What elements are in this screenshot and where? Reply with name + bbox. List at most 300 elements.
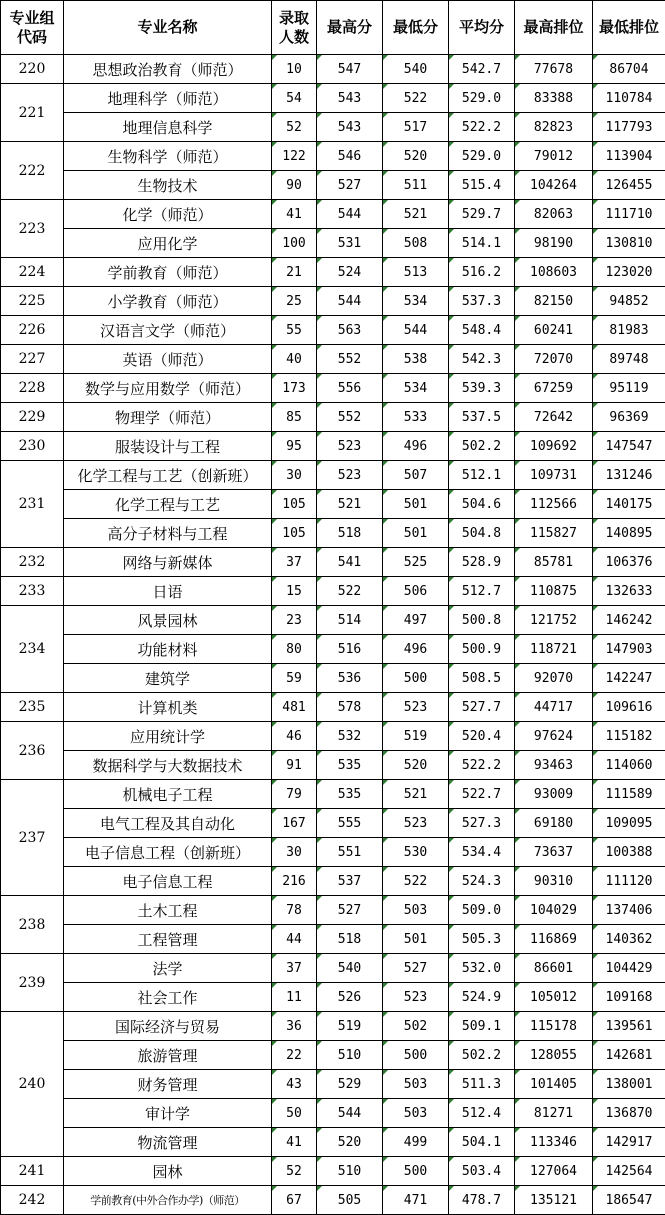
table-row (1, 635, 665, 664)
max-score-cell: 546 (317, 142, 383, 171)
highest-rank-cell: 116869 (515, 925, 593, 954)
avg-score-cell: 529.0 (449, 142, 515, 171)
max-score-cell: 540 (317, 954, 383, 983)
avg-score-cell: 502.2 (449, 1041, 515, 1070)
major-name-cell: 化学工程与工艺 (64, 490, 272, 519)
count-cell: 41 (272, 1128, 317, 1157)
header-max: 最高分 (317, 1, 383, 55)
avg-score-cell: 529.0 (449, 84, 515, 113)
min-score-cell: 534 (383, 374, 449, 403)
table-row (1, 722, 665, 751)
avg-score-cell: 509.1 (449, 1012, 515, 1041)
count-cell: 44 (272, 925, 317, 954)
table-row (1, 55, 665, 84)
avg-score-cell: 503.4 (449, 1157, 515, 1186)
min-score-cell: 522 (383, 867, 449, 896)
lowest-rank-cell: 100388 (593, 838, 665, 867)
table-row (1, 229, 665, 258)
header-row (1, 1, 665, 55)
avg-score-cell: 505.3 (449, 925, 515, 954)
major-name-cell: 电子信息工程（创新班） (64, 838, 272, 867)
count-cell: 10 (272, 55, 317, 84)
group-code-cell: 230 (1, 432, 64, 461)
count-cell: 173 (272, 374, 317, 403)
highest-rank-cell: 44717 (515, 693, 593, 722)
major-name-cell: 学前教育（师范） (64, 258, 272, 287)
count-cell: 79 (272, 780, 317, 809)
lowest-rank-cell: 111710 (593, 200, 665, 229)
avg-score-cell: 528.9 (449, 548, 515, 577)
count-cell: 15 (272, 577, 317, 606)
table-row (1, 142, 665, 171)
table-row (1, 548, 665, 577)
max-score-cell: 537 (317, 867, 383, 896)
avg-score-cell: 522.2 (449, 751, 515, 780)
max-score-cell: 510 (317, 1041, 383, 1070)
major-name-cell: 化学工程与工艺（创新班） (64, 461, 272, 490)
table-row (1, 867, 665, 896)
table-row (1, 1012, 665, 1041)
lowest-rank-cell: 104429 (593, 954, 665, 983)
min-score-cell: 513 (383, 258, 449, 287)
count-cell: 11 (272, 983, 317, 1012)
min-score-cell: 520 (383, 142, 449, 171)
table-row (1, 287, 665, 316)
table-row (1, 1186, 665, 1215)
table-row (1, 577, 665, 606)
lowest-rank-cell: 111120 (593, 867, 665, 896)
lowest-rank-cell: 142247 (593, 664, 665, 693)
major-name-cell: 生物技术 (64, 171, 272, 200)
highest-rank-cell: 77678 (515, 55, 593, 84)
max-score-cell: 516 (317, 635, 383, 664)
table-row (1, 1128, 665, 1157)
group-code-cell: 234 (1, 606, 64, 693)
table-row (1, 200, 665, 229)
min-score-cell: 534 (383, 287, 449, 316)
lowest-rank-cell: 140175 (593, 490, 665, 519)
count-cell: 78 (272, 896, 317, 925)
count-cell: 90 (272, 171, 317, 200)
group-code-cell: 240 (1, 1012, 64, 1157)
table-row (1, 1070, 665, 1099)
major-name-cell: 法学 (64, 954, 272, 983)
lowest-rank-cell: 140895 (593, 519, 665, 548)
group-code-cell: 224 (1, 258, 64, 287)
group-code-cell: 228 (1, 374, 64, 403)
max-score-cell: 563 (317, 316, 383, 345)
major-name-cell: 国际经济与贸易 (64, 1012, 272, 1041)
avg-score-cell: 529.7 (449, 200, 515, 229)
table-body (1, 55, 665, 1215)
major-name-cell: 小学教育（师范） (64, 287, 272, 316)
max-score-cell: 523 (317, 432, 383, 461)
min-score-cell: 525 (383, 548, 449, 577)
major-name-cell: 土木工程 (64, 896, 272, 925)
table-row (1, 258, 665, 287)
group-code-cell: 236 (1, 722, 64, 780)
count-cell: 40 (272, 345, 317, 374)
count-cell: 95 (272, 432, 317, 461)
min-score-cell: 506 (383, 577, 449, 606)
max-score-cell: 523 (317, 461, 383, 490)
max-score-cell: 547 (317, 55, 383, 84)
table-row (1, 954, 665, 983)
table-row (1, 316, 665, 345)
group-code-cell: 229 (1, 403, 64, 432)
group-code-cell: 221 (1, 84, 64, 142)
table-row (1, 113, 665, 142)
major-name-cell: 生物科学（师范） (64, 142, 272, 171)
table-row (1, 84, 665, 113)
min-score-cell: 497 (383, 606, 449, 635)
max-score-cell: 551 (317, 838, 383, 867)
major-name-cell: 思想政治教育（师范） (64, 55, 272, 84)
highest-rank-cell: 81271 (515, 1099, 593, 1128)
min-score-cell: 519 (383, 722, 449, 751)
max-score-cell: 527 (317, 896, 383, 925)
min-score-cell: 540 (383, 55, 449, 84)
highest-rank-cell: 93463 (515, 751, 593, 780)
major-name-cell: 网络与新媒体 (64, 548, 272, 577)
avg-score-cell: 500.8 (449, 606, 515, 635)
major-name-cell: 高分子材料与工程 (64, 519, 272, 548)
avg-score-cell: 542.7 (449, 55, 515, 84)
min-score-cell: 508 (383, 229, 449, 258)
major-name-cell: 功能材料 (64, 635, 272, 664)
table-row (1, 490, 665, 519)
highest-rank-cell: 101405 (515, 1070, 593, 1099)
table-row (1, 925, 665, 954)
major-name-cell: 物流管理 (64, 1128, 272, 1157)
group-code-cell: 238 (1, 896, 64, 954)
count-cell: 25 (272, 287, 317, 316)
group-code-cell: 220 (1, 55, 64, 84)
max-score-cell: 505 (317, 1186, 383, 1215)
lowest-rank-cell: 138001 (593, 1070, 665, 1099)
lowest-rank-cell: 142681 (593, 1041, 665, 1070)
highest-rank-cell: 109731 (515, 461, 593, 490)
major-name-cell: 化学（师范） (64, 200, 272, 229)
lowest-rank-cell: 142564 (593, 1157, 665, 1186)
count-cell: 80 (272, 635, 317, 664)
avg-score-cell: 504.6 (449, 490, 515, 519)
avg-score-cell: 522.7 (449, 780, 515, 809)
count-cell: 167 (272, 809, 317, 838)
max-score-cell: 544 (317, 1099, 383, 1128)
highest-rank-cell: 127064 (515, 1157, 593, 1186)
lowest-rank-cell: 81983 (593, 316, 665, 345)
lowest-rank-cell: 117793 (593, 113, 665, 142)
count-cell: 52 (272, 113, 317, 142)
count-cell: 481 (272, 693, 317, 722)
max-score-cell: 521 (317, 490, 383, 519)
highest-rank-cell: 104264 (515, 171, 593, 200)
max-score-cell: 529 (317, 1070, 383, 1099)
avg-score-cell: 516.2 (449, 258, 515, 287)
highest-rank-cell: 82823 (515, 113, 593, 142)
table-row (1, 809, 665, 838)
lowest-rank-cell: 111589 (593, 780, 665, 809)
lowest-rank-cell: 146242 (593, 606, 665, 635)
min-score-cell: 471 (383, 1186, 449, 1215)
max-score-cell: 531 (317, 229, 383, 258)
highest-rank-cell: 69180 (515, 809, 593, 838)
group-code-cell: 242 (1, 1186, 64, 1215)
avg-score-cell: 534.4 (449, 838, 515, 867)
group-code-cell: 232 (1, 548, 64, 577)
min-score-cell: 496 (383, 635, 449, 664)
max-score-cell: 578 (317, 693, 383, 722)
min-score-cell: 544 (383, 316, 449, 345)
highest-rank-cell: 115827 (515, 519, 593, 548)
count-cell: 52 (272, 1157, 317, 1186)
table-row (1, 1041, 665, 1070)
avg-score-cell: 514.1 (449, 229, 515, 258)
table-row (1, 838, 665, 867)
major-name-cell: 地理信息科学 (64, 113, 272, 142)
avg-score-cell: 515.4 (449, 171, 515, 200)
min-score-cell: 530 (383, 838, 449, 867)
group-code-cell: 226 (1, 316, 64, 345)
group-code-cell: 237 (1, 780, 64, 896)
avg-score-cell: 500.9 (449, 635, 515, 664)
avg-score-cell: 504.1 (449, 1128, 515, 1157)
lowest-rank-cell: 136870 (593, 1099, 665, 1128)
lowest-rank-cell: 140362 (593, 925, 665, 954)
avg-score-cell: 512.7 (449, 577, 515, 606)
max-score-cell: 532 (317, 722, 383, 751)
highest-rank-cell: 104029 (515, 896, 593, 925)
major-name-cell: 电子信息工程 (64, 867, 272, 896)
count-cell: 59 (272, 664, 317, 693)
avg-score-cell: 520.4 (449, 722, 515, 751)
highest-rank-cell: 85781 (515, 548, 593, 577)
major-name-cell: 地理科学（师范） (64, 84, 272, 113)
avg-score-cell: 542.3 (449, 345, 515, 374)
min-score-cell: 520 (383, 751, 449, 780)
lowest-rank-cell: 109095 (593, 809, 665, 838)
table-row (1, 1157, 665, 1186)
major-name-cell: 计算机类 (64, 693, 272, 722)
highest-rank-cell: 108603 (515, 258, 593, 287)
avg-score-cell: 524.9 (449, 983, 515, 1012)
min-score-cell: 522 (383, 84, 449, 113)
highest-rank-cell: 109692 (515, 432, 593, 461)
lowest-rank-cell: 109616 (593, 693, 665, 722)
lowest-rank-cell: 126455 (593, 171, 665, 200)
count-cell: 50 (272, 1099, 317, 1128)
major-name-cell: 汉语言文学（师范） (64, 316, 272, 345)
header-rank-high: 最高排位 (515, 1, 593, 55)
lowest-rank-cell: 109168 (593, 983, 665, 1012)
table-row (1, 983, 665, 1012)
major-name-cell: 学前教育(中外合作办学)（师范） (64, 1186, 272, 1215)
highest-rank-cell: 110875 (515, 577, 593, 606)
highest-rank-cell: 113346 (515, 1128, 593, 1157)
min-score-cell: 503 (383, 1070, 449, 1099)
count-cell: 85 (272, 403, 317, 432)
max-score-cell: 552 (317, 345, 383, 374)
avg-score-cell: 478.7 (449, 1186, 515, 1215)
major-name-cell: 英语（师范） (64, 345, 272, 374)
count-cell: 41 (272, 200, 317, 229)
lowest-rank-cell: 96369 (593, 403, 665, 432)
avg-score-cell: 508.5 (449, 664, 515, 693)
count-cell: 67 (272, 1186, 317, 1215)
min-score-cell: 533 (383, 403, 449, 432)
avg-score-cell: 512.1 (449, 461, 515, 490)
min-score-cell: 517 (383, 113, 449, 142)
lowest-rank-cell: 110784 (593, 84, 665, 113)
count-cell: 23 (272, 606, 317, 635)
table-row (1, 403, 665, 432)
highest-rank-cell: 72070 (515, 345, 593, 374)
avg-score-cell: 537.3 (449, 287, 515, 316)
group-code-cell: 225 (1, 287, 64, 316)
highest-rank-cell: 105012 (515, 983, 593, 1012)
lowest-rank-cell: 137406 (593, 896, 665, 925)
table-row (1, 606, 665, 635)
group-code-cell: 233 (1, 577, 64, 606)
major-name-cell: 电气工程及其自动化 (64, 809, 272, 838)
avg-score-cell: 537.5 (449, 403, 515, 432)
group-code-cell: 241 (1, 1157, 64, 1186)
lowest-rank-cell: 130810 (593, 229, 665, 258)
highest-rank-cell: 98190 (515, 229, 593, 258)
avg-score-cell: 512.4 (449, 1099, 515, 1128)
count-cell: 30 (272, 461, 317, 490)
avg-score-cell: 548.4 (449, 316, 515, 345)
lowest-rank-cell: 94852 (593, 287, 665, 316)
highest-rank-cell: 92070 (515, 664, 593, 693)
min-score-cell: 503 (383, 896, 449, 925)
group-code-cell: 239 (1, 954, 64, 1012)
table-row (1, 374, 665, 403)
min-score-cell: 523 (383, 983, 449, 1012)
group-code-cell: 235 (1, 693, 64, 722)
count-cell: 46 (272, 722, 317, 751)
major-name-cell: 工程管理 (64, 925, 272, 954)
max-score-cell: 514 (317, 606, 383, 635)
highest-rank-cell: 115178 (515, 1012, 593, 1041)
min-score-cell: 500 (383, 1041, 449, 1070)
max-score-cell: 543 (317, 84, 383, 113)
table-row (1, 171, 665, 200)
max-score-cell: 535 (317, 780, 383, 809)
lowest-rank-cell: 132633 (593, 577, 665, 606)
min-score-cell: 521 (383, 780, 449, 809)
header-min: 最低分 (383, 1, 449, 55)
highest-rank-cell: 112566 (515, 490, 593, 519)
lowest-rank-cell: 89748 (593, 345, 665, 374)
max-score-cell: 519 (317, 1012, 383, 1041)
max-score-cell: 535 (317, 751, 383, 780)
avg-score-cell: 522.2 (449, 113, 515, 142)
count-cell: 30 (272, 838, 317, 867)
header-rank-low: 最低排位 (593, 1, 665, 55)
major-name-cell: 财务管理 (64, 1070, 272, 1099)
min-score-cell: 523 (383, 809, 449, 838)
max-score-cell: 510 (317, 1157, 383, 1186)
avg-score-cell: 511.3 (449, 1070, 515, 1099)
count-cell: 37 (272, 548, 317, 577)
highest-rank-cell: 67259 (515, 374, 593, 403)
lowest-rank-cell: 86704 (593, 55, 665, 84)
min-score-cell: 500 (383, 1157, 449, 1186)
lowest-rank-cell: 131246 (593, 461, 665, 490)
group-code-cell: 223 (1, 200, 64, 258)
max-score-cell: 544 (317, 287, 383, 316)
min-score-cell: 502 (383, 1012, 449, 1041)
max-score-cell: 520 (317, 1128, 383, 1157)
min-score-cell: 499 (383, 1128, 449, 1157)
max-score-cell: 524 (317, 258, 383, 287)
highest-rank-cell: 97624 (515, 722, 593, 751)
highest-rank-cell: 118721 (515, 635, 593, 664)
highest-rank-cell: 135121 (515, 1186, 593, 1215)
table-row (1, 345, 665, 374)
table-row (1, 693, 665, 722)
lowest-rank-cell: 186547 (593, 1186, 665, 1215)
count-cell: 105 (272, 519, 317, 548)
table-row (1, 896, 665, 925)
min-score-cell: 527 (383, 954, 449, 983)
major-name-cell: 日语 (64, 577, 272, 606)
min-score-cell: 538 (383, 345, 449, 374)
table-row (1, 432, 665, 461)
min-score-cell: 521 (383, 200, 449, 229)
highest-rank-cell: 90310 (515, 867, 593, 896)
avg-score-cell: 527.7 (449, 693, 515, 722)
min-score-cell: 501 (383, 490, 449, 519)
count-cell: 43 (272, 1070, 317, 1099)
group-code-cell: 222 (1, 142, 64, 200)
max-score-cell: 544 (317, 200, 383, 229)
highest-rank-cell: 128055 (515, 1041, 593, 1070)
avg-score-cell: 539.3 (449, 374, 515, 403)
table-row (1, 519, 665, 548)
major-name-cell: 风景园林 (64, 606, 272, 635)
count-cell: 100 (272, 229, 317, 258)
avg-score-cell: 509.0 (449, 896, 515, 925)
lowest-rank-cell: 142917 (593, 1128, 665, 1157)
highest-rank-cell: 73637 (515, 838, 593, 867)
group-code-cell: 231 (1, 461, 64, 548)
highest-rank-cell: 79012 (515, 142, 593, 171)
count-cell: 122 (272, 142, 317, 171)
lowest-rank-cell: 106376 (593, 548, 665, 577)
major-name-cell: 社会工作 (64, 983, 272, 1012)
lowest-rank-cell: 147903 (593, 635, 665, 664)
header-count: 录取人数 (272, 1, 317, 55)
lowest-rank-cell: 95119 (593, 374, 665, 403)
count-cell: 37 (272, 954, 317, 983)
group-code-cell: 227 (1, 345, 64, 374)
highest-rank-cell: 121752 (515, 606, 593, 635)
min-score-cell: 501 (383, 519, 449, 548)
max-score-cell: 541 (317, 548, 383, 577)
count-cell: 22 (272, 1041, 317, 1070)
avg-score-cell: 524.3 (449, 867, 515, 896)
highest-rank-cell: 86601 (515, 954, 593, 983)
min-score-cell: 500 (383, 664, 449, 693)
min-score-cell: 523 (383, 693, 449, 722)
max-score-cell: 526 (317, 983, 383, 1012)
lowest-rank-cell: 147547 (593, 432, 665, 461)
lowest-rank-cell: 114060 (593, 751, 665, 780)
count-cell: 21 (272, 258, 317, 287)
